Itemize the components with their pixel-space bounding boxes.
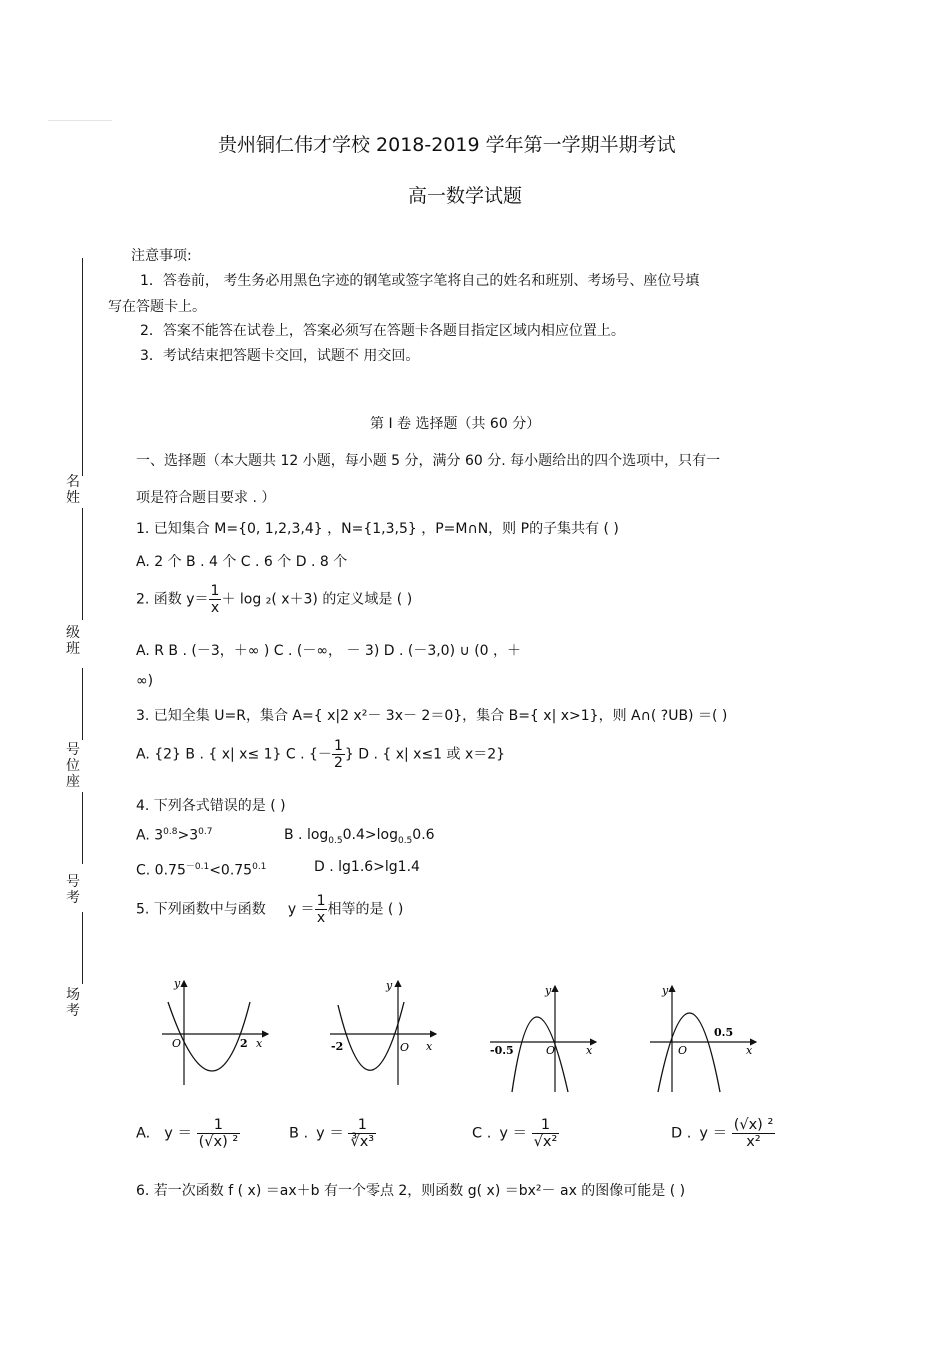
question-4-stem: 4. 下列各式错误的是 ( ) — [136, 798, 286, 814]
graph-x-label: x — [426, 1040, 433, 1053]
graph-x-label: x — [746, 1044, 753, 1057]
question-3-stem: 3. 已知全集 U=R，集合 A={ x|2 x²－ 3x－ 2＝0}，集合 B={ x| x>1}，则 A∩( ?UB) ＝( ) — [136, 708, 728, 724]
fraction: $\frac{1}{\text{(√x) ²}}$ — [198, 1117, 239, 1150]
question-6-stem: 6. 若一次函数 f ( x) ＝ax＋b 有一个零点 2，则函数 g( x) ＝bx²－ ax 的图像可能是 ( ) — [136, 1183, 686, 1199]
notice-item-1-cont: 写在答题卡上。 — [108, 299, 206, 315]
question-5-option-b: B . y ＝ $\frac{1}{\text{∛x³}}$ — [289, 1117, 375, 1150]
notice-item-3: 3．考试结束把答题卡交回，试题不 用交回。 — [140, 348, 420, 364]
side-label-room: 场 考 — [66, 987, 80, 1019]
side-label-class: 级 班 — [66, 625, 80, 657]
question-4-option-a: A. $3^{0.8}>3^{0.7}$ — [136, 827, 213, 844]
graph-intercept-label: 0.5 — [714, 1026, 734, 1039]
question-5-option-c: C . y ＝ $\frac{1}{\text{√x²}}$ — [472, 1117, 558, 1150]
side-label-exam-no: 号 考 — [66, 874, 80, 906]
scan-mark — [48, 120, 112, 121]
graph-origin-label: O — [678, 1044, 688, 1057]
graph-origin-label: O — [546, 1044, 556, 1057]
graph-c — [488, 980, 603, 1095]
notice-heading: 注意事项: — [131, 248, 192, 264]
question-5-option-d: D . y ＝ $\frac{\text{(√x) ²}}{\text{x²}}$ — [671, 1117, 774, 1150]
question-4-option-b: B . $\log_{0.5}0.4>\log_{0.5}0.6$ — [284, 827, 435, 846]
question-2-options-cont: ∞) — [136, 673, 154, 689]
binding-line — [82, 258, 83, 476]
fraction: $\frac{1}{2}$ — [333, 738, 343, 771]
question-3-options: A. {2} B . { x| x≤ 1} C . {－ $\frac{1}{2}$ } D . { x| x≤1 或 x＝2} — [136, 738, 506, 771]
graph-y-label: y — [174, 977, 181, 990]
question-1-stem: 1. 已知集合 M={0, 1,2,3,4} ，N={1,3,5} ，P=M∩N，则 P的子集共有 ( ) — [136, 521, 619, 537]
question-2-stem: 2. 函数 y＝ $\frac{1}{x}$ ＋ log ₂( x＋3) 的定义域是 ( ) — [136, 583, 413, 616]
binding-line — [82, 668, 83, 740]
graph-intercept-label: -2 — [331, 1040, 344, 1053]
notice-item-2: 2．答案不能答在试卷上，答案必须写在答题卡各题目指定区域内相应位置上。 — [140, 323, 625, 339]
question-4-option-d: D . lg1.6>lg1.4 — [314, 859, 420, 875]
notice-item-1: 1．答卷前， 考生务必用黑色字迹的钢笔或签字笔将自己的姓名和班别、考场号、座位号填 — [140, 273, 700, 289]
section-heading: 第 I 卷 选择题（共 60 分） — [370, 416, 541, 432]
binding-line — [82, 508, 83, 620]
fraction: $\frac{1}{\text{√x²}}$ — [533, 1117, 558, 1150]
question-2-options: A. R B . (－3，＋∞ ) C . (－∞， － 3) D . (－3,0) ∪ (0 ，＋ — [136, 643, 522, 659]
fraction: $\frac{\text{(√x) ²}}{\text{x²}}$ — [733, 1117, 774, 1150]
exam-title: 贵州铜仁伟才学校 2018-2019 学年第一学期半期考试 — [218, 134, 676, 156]
graph-y-label: y — [386, 979, 393, 992]
graph-intercept-label: 2 — [240, 1037, 248, 1050]
graph-origin-label: O — [172, 1037, 182, 1050]
fraction: $\frac{1}{x}$ — [210, 583, 220, 616]
binding-line — [82, 792, 83, 864]
side-label-seat: 号 位 座 — [66, 742, 80, 790]
graph-x-label: x — [586, 1044, 593, 1057]
section-intro: 一、选择题（本大题共 12 小题，每小题 5 分，满分 60 分. 每小题给出的四个选项中，只有一 — [136, 453, 721, 469]
graph-y-label: y — [545, 984, 552, 997]
question-5-stem: 5. 下列函数中与函数 y ＝ $\frac{1}{x}$ 相等的是 ( ) — [136, 893, 404, 926]
graph-y-label: y — [662, 984, 669, 997]
fraction: $\frac{1}{x}$ — [316, 893, 326, 926]
graph-d — [648, 980, 763, 1095]
question-1-options: A. 2 个 B . 4 个 C . 6 个 D . 8 个 — [136, 554, 348, 570]
graph-b — [328, 975, 443, 1090]
graph-a — [160, 975, 275, 1090]
graph-x-label: x — [256, 1037, 263, 1050]
question-4-option-c: C. $0.75^{-0.1}<0.75^{0.1}$ — [136, 862, 267, 879]
question-5-option-a: A. y ＝ $\frac{1}{\text{(√x) ²}}$ — [136, 1117, 239, 1150]
fraction: $\frac{1}{\text{∛x³}}$ — [350, 1117, 375, 1150]
graph-origin-label: O — [400, 1041, 410, 1054]
side-label-name: 名 姓 — [66, 474, 80, 506]
binding-line — [82, 912, 83, 984]
graph-intercept-label: -0.5 — [490, 1044, 514, 1057]
section-intro-cont: 项是符合题目要求 . ） — [136, 490, 276, 506]
exam-subtitle: 高一数学试题 — [408, 185, 523, 207]
